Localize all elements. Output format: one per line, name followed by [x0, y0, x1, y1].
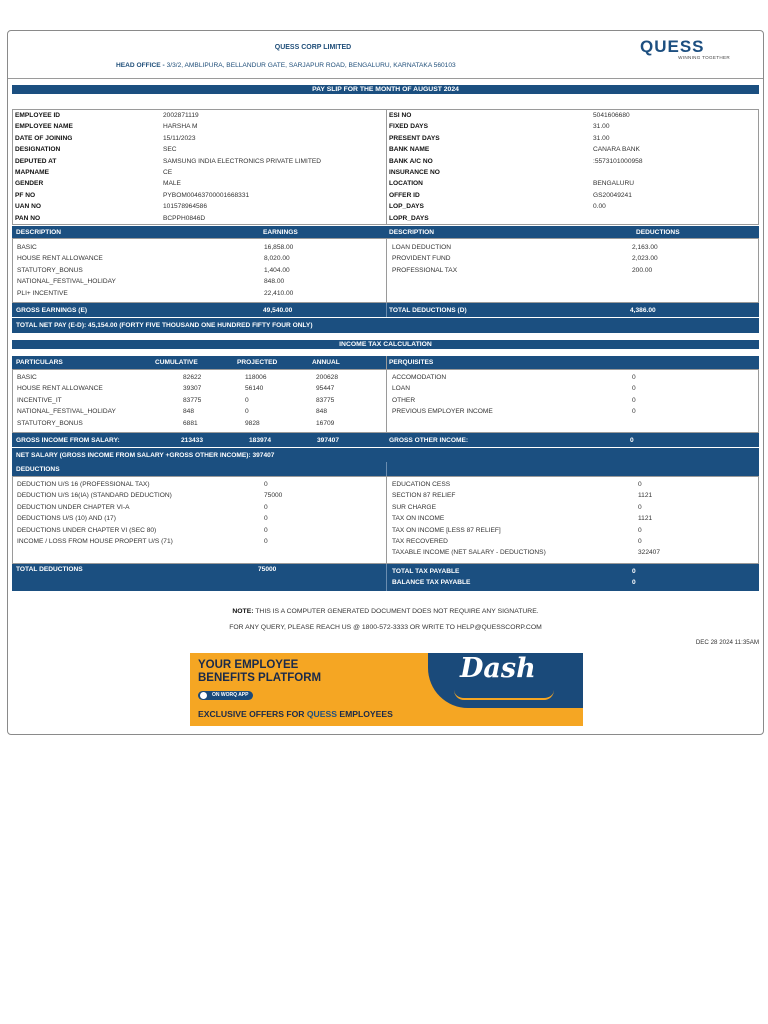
particular-cumulative: 39307: [183, 385, 202, 393]
earnings-desc-header: DESCRIPTION: [16, 229, 62, 236]
employee-field-label: OFFER ID: [389, 191, 420, 199]
generated-timestamp: DEC 28 2024 11:35AM: [695, 639, 759, 646]
perquisites-header: PERQUISITES: [389, 359, 434, 366]
employee-field-value: CE: [163, 169, 173, 176]
tax-deduction-value: 0: [264, 538, 268, 545]
deductions-header: DEDUCTIONS: [636, 229, 680, 236]
employee-divider: [386, 109, 387, 225]
tax-summary-value: 0: [638, 481, 642, 488]
dash-swoosh: [454, 690, 554, 700]
banner-title: YOUR EMPLOYEE BENEFITS PLATFORM: [198, 659, 322, 684]
particulars-divider: [386, 356, 387, 433]
earning-amount: 16,858.00: [264, 244, 294, 251]
particular-annual: 16709: [316, 419, 335, 427]
perquisite-value: 0: [632, 408, 636, 416]
employee-field-label: EMPLOYEE NAME: [15, 123, 73, 131]
annual-header: ANNUAL: [312, 359, 340, 366]
tax-summary-name: SUR CHARGE: [392, 503, 436, 511]
logo-wordmark: QUESS: [640, 37, 705, 56]
earning-name: HOUSE RENT ALLOWANCE: [17, 255, 103, 263]
net-salary: NET SALARY (GROSS INCOME FROM SALARY +GROSS OTHER INCOME): 397407: [16, 452, 275, 459]
particular-cumulative: 82622: [183, 374, 202, 381]
gross-income-label: GROSS INCOME FROM SALARY:: [16, 437, 120, 444]
employee-field-value: BENGALURU: [593, 180, 635, 188]
gross-income-bar: [12, 433, 759, 447]
particular-cumulative: 848: [183, 408, 195, 416]
earning-amount: 22,410.00: [264, 289, 294, 297]
employee-field-value: HARSHA M: [163, 123, 198, 131]
employee-field-label: MAPNAME: [15, 169, 50, 176]
employee-field-value: :5573101000958: [593, 157, 643, 165]
particular-annual: 83775: [316, 396, 335, 404]
particular-projected: 9828: [245, 419, 260, 427]
employee-field-label: ESI NO: [389, 112, 412, 119]
tax-summary-value: 1121: [638, 492, 653, 500]
employee-field-label: DEPUTED AT: [15, 157, 57, 165]
footer-query: FOR ANY QUERY, PLEASE REACH US @ 1800-572-3333 OR WRITE TO HELP@QUESSCORP.COM: [229, 624, 542, 631]
tax-deduction-value: 0: [264, 526, 268, 534]
header-divider: [8, 78, 763, 79]
tax-deduction-value: 0: [264, 515, 268, 523]
balance-tax-payable-value: 0: [632, 579, 636, 586]
perquisite-name: ACCOMODATION: [392, 374, 447, 381]
gross-other-income-value: 0: [630, 437, 634, 444]
particular-cumulative: 6881: [183, 419, 198, 427]
tax-deduction-name: DEDUCTION U/S 16(IA) (STANDARD DEDUCTION): [17, 492, 172, 500]
deduction-name: PROFESSIONAL TAX: [392, 266, 458, 274]
tax-summary-value: 0: [638, 538, 642, 545]
gross-earnings-label: GROSS EARNINGS (E): [16, 307, 88, 314]
tax-deduction-name: DEDUCTION UNDER CHAPTER VI-A: [17, 503, 130, 511]
employee-field-label: PAN NO: [15, 214, 41, 222]
earning-name: NATIONAL_FESTIVAL_HOLIDAY: [17, 278, 116, 286]
gross-income-projected: 183974: [249, 437, 272, 444]
particular-name: BASIC: [17, 374, 37, 381]
tax-totals-divider: [386, 564, 387, 591]
tax-deduction-value: 75000: [264, 492, 283, 500]
total-tax-deductions-value: 75000: [258, 566, 277, 573]
particular-cumulative: 83775: [183, 396, 202, 404]
particular-annual: 848: [316, 408, 328, 416]
perquisite-value: 0: [632, 396, 636, 404]
earnings-header: EARNINGS: [263, 229, 298, 236]
deduction-amount: 2,163.00: [632, 244, 658, 251]
particular-annual: 95447: [316, 385, 335, 393]
company-name: QUESS CORP LIMITED: [274, 44, 352, 51]
earning-amount: 8,020.00: [264, 255, 290, 263]
employee-field-label: LOP_DAYS: [389, 203, 424, 211]
payslip-sheet: [7, 30, 764, 735]
employee-field-value: 101578964586: [163, 203, 208, 211]
tax-summary-value: 0: [638, 503, 642, 511]
employee-field-label: FIXED DAYS: [389, 123, 428, 131]
tax-deductions-header: DEDUCTIONS: [16, 466, 60, 473]
employee-field-value: SEC: [163, 146, 177, 154]
head-office-address: HEAD OFFICE - 3/3/2, AMBLIPURA, BELLANDUR GATE, SARJAPUR ROAD, BENGALURU, KARNATAKA 560103: [116, 62, 456, 69]
earning-name: STATUTORY_BONUS: [17, 266, 83, 274]
earning-name: BASIC: [17, 244, 37, 251]
income-tax-title: INCOME TAX CALCULATION: [12, 340, 759, 349]
total-deductions-value: 4,386.00: [630, 307, 656, 314]
particular-name: STATUTORY_BONUS: [17, 419, 83, 427]
total-tax-payable-value: 0: [632, 568, 636, 575]
tax-deduction-value: 0: [264, 503, 268, 511]
tax-summary-name: SECTION 87 RELIEF: [392, 492, 456, 500]
perquisite-name: LOAN: [392, 385, 410, 393]
particular-projected: 56140: [245, 385, 264, 393]
header: [8, 31, 763, 79]
total-tax-deductions-label: TOTAL DEDUCTIONS: [16, 566, 83, 573]
deduction-amount: 2,023.00: [632, 255, 658, 263]
employee-field-label: INSURANCE NO: [389, 169, 440, 176]
employee-field-value: 31.00: [593, 123, 610, 131]
cumulative-header: CUMULATIVE: [155, 359, 198, 366]
employee-field-label: PRESENT DAYS: [389, 134, 440, 142]
earning-amount: 1,404.00: [264, 266, 290, 274]
tax-summary-name: TAXABLE INCOME (NET SALARY - DEDUCTIONS): [392, 549, 546, 557]
employee-field-label: PF NO: [15, 191, 36, 199]
employee-field-label: DESIGNATION: [15, 146, 61, 154]
tax-summary-value: 1121: [638, 515, 653, 523]
worq-app-pill: ON WORQ APP: [198, 691, 253, 700]
particular-name: INCENTIVE_IT: [17, 396, 62, 404]
tax-deduction-name: DEDUCTIONS UNDER CHAPTER VI (SEC 80): [17, 526, 157, 534]
employee-field-value: 31.00: [593, 134, 610, 142]
employee-field-value: 15/11/2023: [163, 134, 196, 142]
employee-field-label: GENDER: [15, 180, 44, 188]
employee-field-label: DATE OF JOINING: [15, 134, 73, 142]
tax-deduction-name: DEDUCTIONS U/S (10) AND (17): [17, 515, 116, 523]
employee-field-value: 2002871119: [163, 112, 199, 119]
tax-summary-name: TAX ON INCOME: [392, 515, 445, 523]
tax-summary-value: 0: [638, 526, 642, 534]
particular-name: NATIONAL_FESTIVAL_HOLIDAY: [17, 408, 116, 416]
employee-field-label: BANK NAME: [389, 146, 430, 154]
footer-note: NOTE: THIS IS A COMPUTER GENERATED DOCUMENT DOES NOT REQUIRE ANY SIGNATURE.: [232, 608, 539, 615]
employee-field-value: MALE: [163, 180, 181, 188]
projected-header: PROJECTED: [237, 359, 278, 366]
particular-projected: 0: [245, 408, 249, 416]
particular-projected: 0: [245, 396, 249, 404]
particular-annual: 200628: [316, 374, 339, 381]
tax-deduction-value: 0: [264, 481, 268, 488]
deduction-name: LOAN DEDUCTION: [392, 244, 451, 251]
tax-deduction-name: DEDUCTION U/S 16 (PROFESSIONAL TAX): [17, 481, 150, 488]
perquisite-name: PREVIOUS EMPLOYER INCOME: [392, 408, 493, 416]
employee-field-value: SAMSUNG INDIA ELECTRONICS PRIVATE LIMITED: [163, 157, 322, 165]
employee-field-label: EMPLOYEE ID: [15, 112, 61, 119]
tax-summary-name: EDUCATION CESS: [392, 481, 451, 488]
employee-field-value: 0.00: [593, 203, 606, 211]
net-pay: TOTAL NET PAY (E-D): 45,154.00 (FORTY FIVE THOUSAND ONE HUNDRED FIFTY FOUR ONLY): [16, 322, 313, 329]
total-deductions-label: TOTAL DEDUCTIONS (D): [389, 307, 467, 314]
gross-income-cumulative: 213433: [181, 437, 204, 444]
tax-deductions-divider: [386, 476, 387, 564]
particular-projected: 118006: [245, 374, 267, 381]
employee-field-label: LOPR_DAYS: [389, 214, 429, 222]
earnings-divider: [386, 238, 387, 303]
employee-field-value: BCPPH0846D: [163, 214, 206, 222]
dash-brand: Dash: [460, 653, 536, 684]
deduction-amount: 200.00: [632, 266, 653, 274]
employee-field-label: UAN NO: [15, 203, 42, 211]
balance-tax-payable-label: BALANCE TAX PAYABLE: [392, 579, 471, 586]
tax-summary-name: TAX ON INCOME [LESS 87 RELIEF]: [392, 526, 501, 534]
tax-summary-value: 322407: [638, 549, 661, 557]
employee-field-value: 5041606680: [593, 112, 630, 119]
gross-other-income-label: GROSS OTHER INCOME:: [389, 437, 469, 444]
tax-summary-name: TAX RECOVERED: [392, 538, 448, 545]
gross-income-annual: 397407: [317, 437, 340, 444]
tax-deductions-header-divider: [386, 462, 387, 476]
banner-offer: EXCLUSIVE OFFERS FOR QUESS EMPLOYEES: [198, 709, 393, 719]
perquisite-value: 0: [632, 385, 636, 393]
gross-earnings-value: 49,540.00: [263, 307, 293, 314]
quess-badge-icon: [200, 692, 207, 699]
deduction-name: PROVIDENT FUND: [392, 255, 451, 263]
gross-divider: [386, 303, 387, 317]
perquisite-name: OTHER: [392, 396, 416, 404]
employee-field-label: LOCATION: [389, 180, 423, 188]
earning-amount: 848.00: [264, 278, 285, 286]
dash-promo-banner[interactable]: [190, 653, 583, 726]
particular-name: HOUSE RENT ALLOWANCE: [17, 385, 103, 393]
payslip-title: PAY SLIP FOR THE MONTH OF AUGUST 2024: [12, 85, 759, 94]
earning-name: PLI+ INCENTIVE: [17, 289, 68, 297]
employee-field-value: CANARA BANK: [593, 146, 640, 154]
tax-deduction-name: INCOME / LOSS FROM HOUSE PROPERT U/S (71): [17, 538, 173, 545]
total-tax-payable-label: TOTAL TAX PAYABLE: [392, 568, 460, 575]
employee-field-value: GS20049241: [593, 191, 632, 199]
perquisite-value: 0: [632, 374, 636, 381]
deductions-desc-header: DESCRIPTION: [389, 229, 435, 236]
employee-field-value: PYBOM00463700001668331: [163, 191, 250, 199]
quess-logo: [640, 38, 732, 60]
employee-field-label: BANK A/C NO: [389, 157, 433, 165]
particulars-header: PARTICULARS: [16, 359, 63, 366]
logo-tagline: WINNING TOGETHER: [678, 55, 730, 60]
